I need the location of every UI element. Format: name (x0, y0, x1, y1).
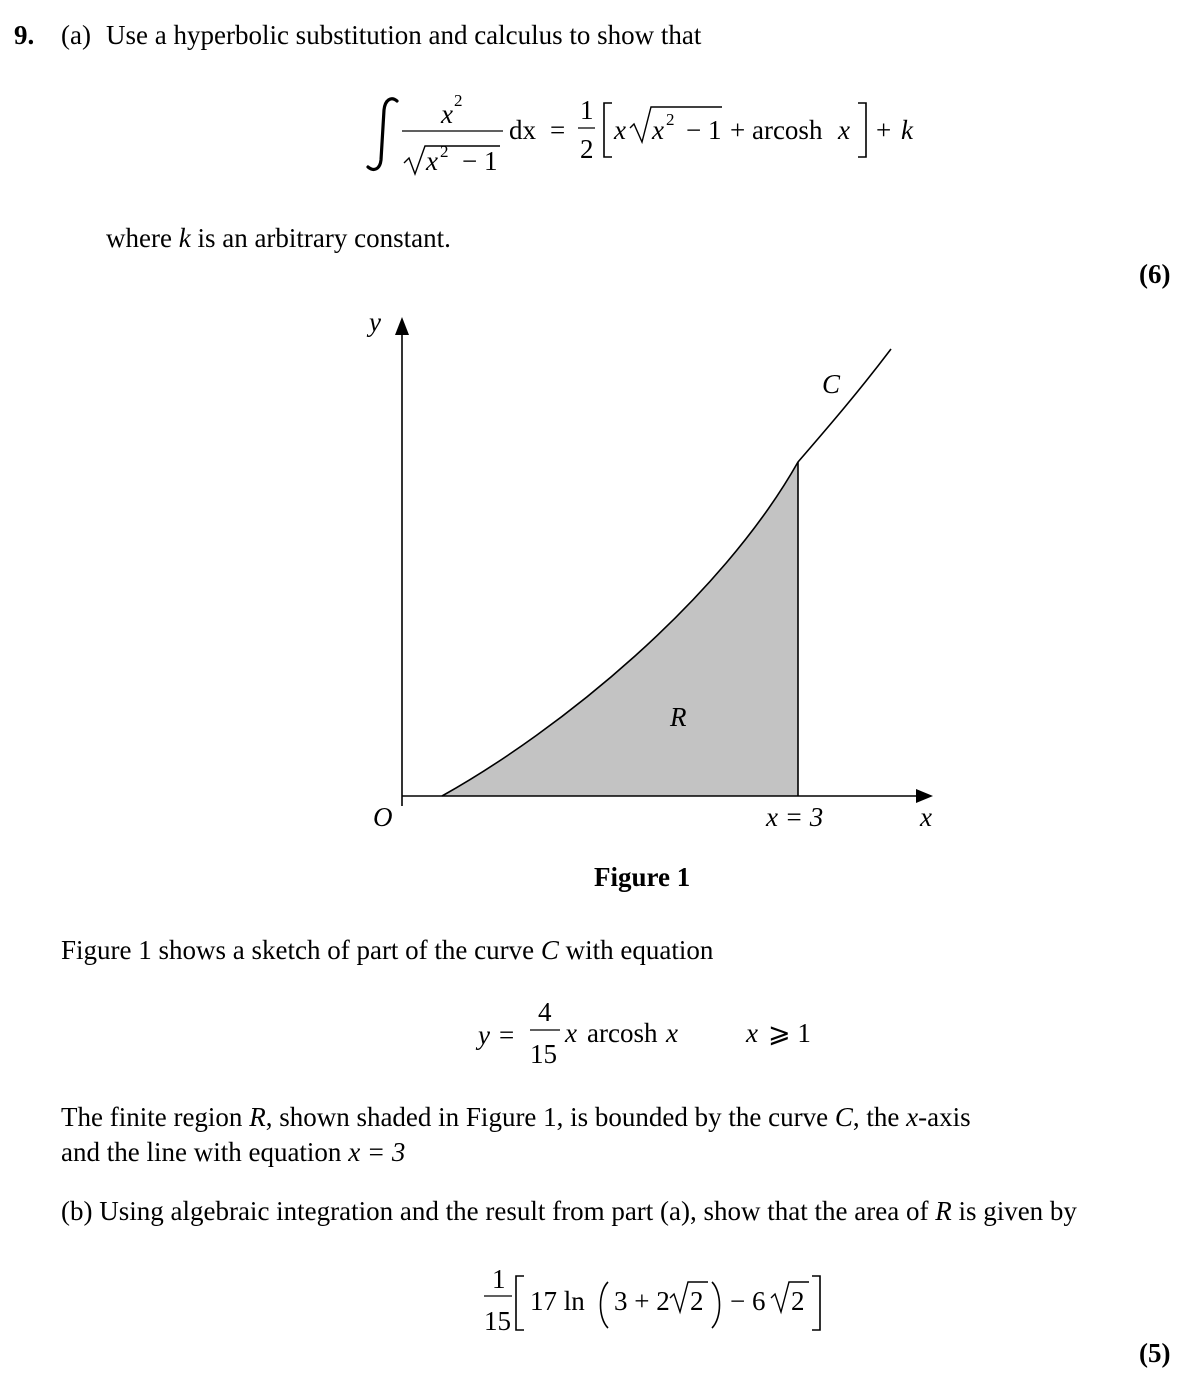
equation-frac-den: 15 (530, 1039, 557, 1069)
region-text-3: , the (852, 1102, 900, 1132)
intro-text-2: with equation (565, 935, 714, 965)
where-text-2: is an arbitrary constant. (197, 223, 451, 253)
half-numerator: 1 (580, 95, 594, 125)
equation-arcosh: arcosh (587, 1018, 658, 1048)
intro-text-1: Figure 1 shows a sketch of part of the curve (61, 935, 535, 965)
plus-arcosh: + arcosh (730, 115, 823, 145)
region-r: R (249, 1102, 266, 1132)
denominator-minus-one: − 1 (462, 146, 498, 176)
region-text-1: The finite region (61, 1102, 243, 1132)
equals-sign: = (550, 115, 566, 145)
result-paren-open (601, 1282, 609, 1328)
equation-x: x (565, 1018, 577, 1048)
result-frac-den: 15 (484, 1306, 511, 1336)
part-a-instruction: Use a hyperbolic substitution and calculus to show that (106, 20, 702, 50)
inner-minus-one: − 1 (686, 115, 722, 145)
where-k: k (178, 223, 191, 253)
equation-arg: x (666, 1018, 678, 1048)
region-line2-eq: x = 3 (348, 1137, 406, 1167)
y-axis-label: y (369, 307, 381, 337)
result-frac-num: 1 (492, 1264, 506, 1294)
line-x-equals-3-label: x = 3 (766, 802, 824, 832)
part-b-label: (b) (61, 1196, 93, 1226)
equation-frac-num: 4 (538, 997, 552, 1027)
constant-k: k (901, 115, 913, 145)
result-17ln: 17 ln (530, 1286, 585, 1316)
region-text-2: , shown shaded in Figure 1, is bounded by the curve (265, 1102, 829, 1132)
part-b-marks: (5) (1139, 1338, 1171, 1368)
result-sqrt-a-val: 2 (690, 1286, 704, 1316)
part-a-marks: (6) (1139, 259, 1171, 289)
condition-var: x (746, 1018, 758, 1048)
dx-symbol: dx (509, 115, 536, 145)
region-line2-text: and the line with equation (61, 1137, 342, 1167)
equation-y: y (478, 1020, 490, 1050)
result-left-bracket (516, 1276, 524, 1330)
result-three-plus-two: 3 + 2 (614, 1286, 670, 1316)
equation-equals: = (499, 1020, 515, 1050)
figure-caption: Figure 1 (594, 862, 691, 892)
part-b-instruction-2: is given by (958, 1196, 1077, 1226)
intro-curve: C (540, 935, 559, 965)
question-number: 9. (14, 20, 35, 50)
origin-label: O (373, 802, 393, 832)
part-a-label: (a) (61, 20, 91, 50)
result-minus-six: − 6 (730, 1286, 766, 1316)
inner-radicand-var: x (652, 115, 664, 145)
part-b-instruction-1: Using algebraic integration and the result from part (a), show that the area of (99, 1196, 929, 1226)
denominator-var: x (426, 146, 438, 176)
result-sqrt-b-val: 2 (791, 1286, 805, 1316)
half-denominator: 2 (580, 134, 594, 164)
condition-rel: ⩾ 1 (768, 1018, 811, 1048)
curve-c-label: C (822, 369, 841, 399)
inner-radicand-power: 2 (666, 110, 675, 129)
region-r-label: R (670, 702, 687, 732)
region-c: C (834, 1102, 853, 1132)
result-paren-close (712, 1282, 720, 1328)
arcosh-arg: x (838, 115, 850, 145)
denominator-power: 2 (440, 142, 449, 161)
result-right-bracket (812, 1276, 820, 1330)
where-text-1: where (106, 223, 172, 253)
integrand-numerator-power: 2 (454, 91, 463, 110)
x-axis-label: x (920, 802, 932, 832)
integrand-numerator: x (441, 99, 453, 129)
region-text-4: -axis (918, 1102, 971, 1132)
region-x: x (906, 1102, 919, 1132)
part-b-r: R (935, 1196, 952, 1226)
plus-sign: + (876, 115, 892, 145)
term-x: x (614, 115, 626, 145)
